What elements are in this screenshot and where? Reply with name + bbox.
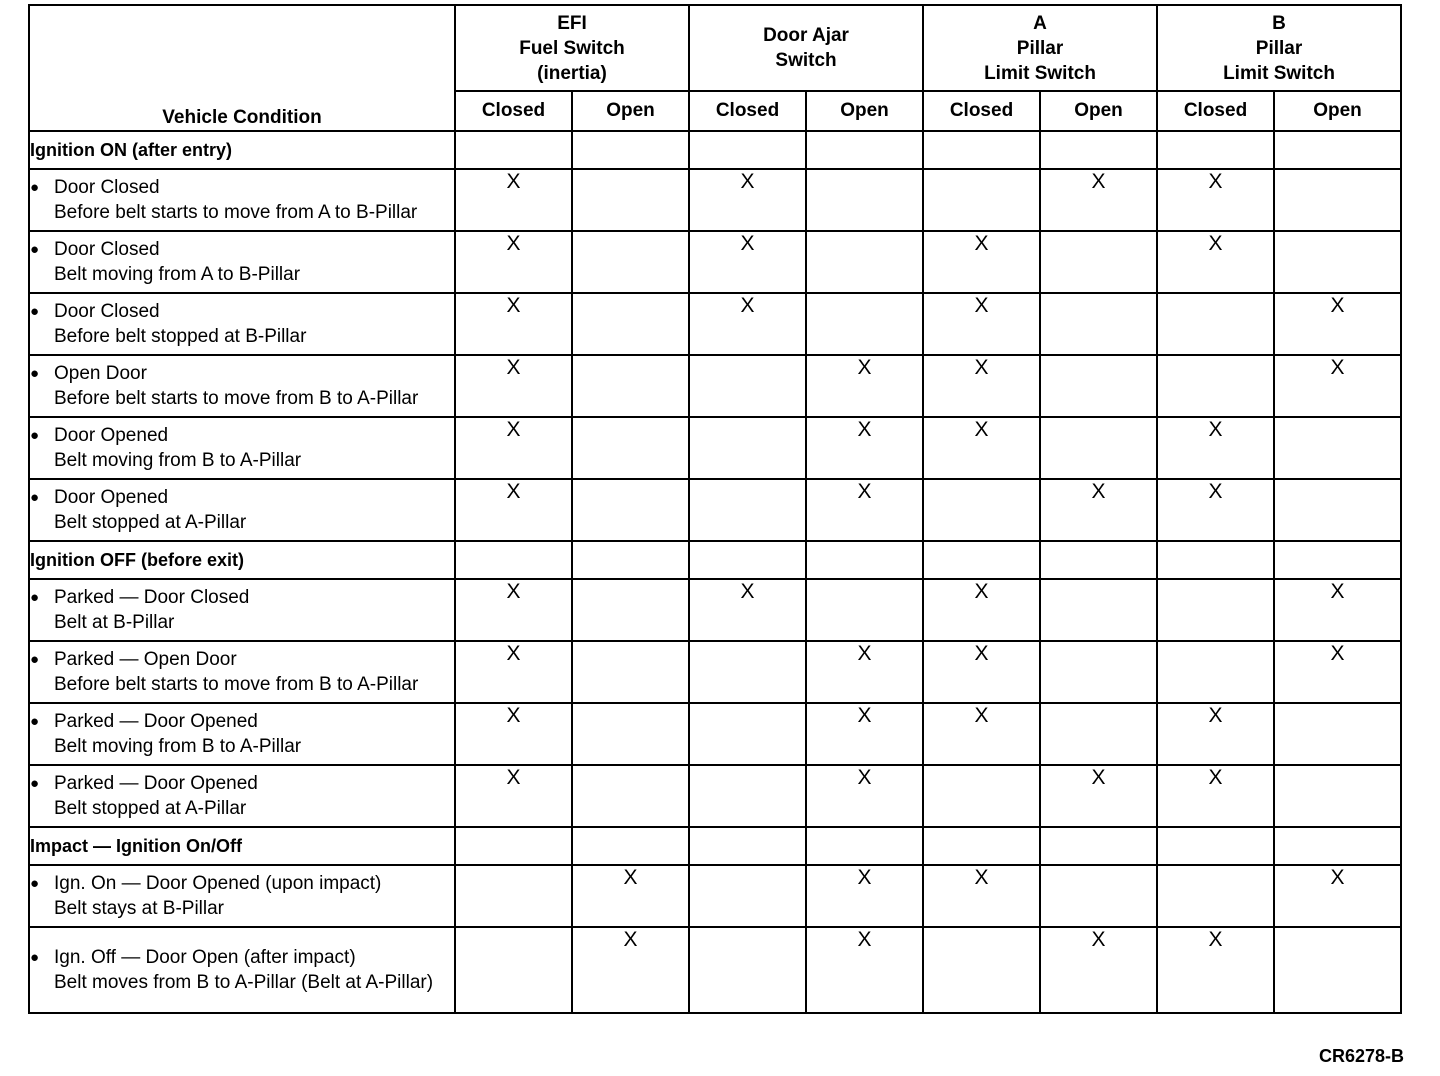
a-pillar-limit-switch-header: A Pillar Limit Switch (923, 5, 1157, 91)
table-row (29, 703, 1401, 765)
empty-cell (455, 541, 572, 579)
state-mark: X (1274, 355, 1401, 417)
empty-cell (806, 541, 923, 579)
empty-cell (689, 131, 806, 169)
condition-cell (29, 479, 455, 541)
state-mark (572, 355, 689, 417)
figure-code: CR6278-B (1318, 1046, 1404, 1066)
section-row (29, 131, 1401, 169)
empty-cell (1157, 131, 1274, 169)
bullet-icon: ● (30, 651, 40, 668)
condition-line-1: Parked — Open Door (54, 649, 237, 670)
state-mark (1040, 641, 1157, 703)
empty-cell (572, 131, 689, 169)
state-mark: X (1040, 927, 1157, 1013)
b-pillar-limit-switch-header: B Pillar Limit Switch (1157, 5, 1401, 91)
state-header: Closed (1157, 91, 1274, 131)
state-header: Closed (923, 91, 1040, 131)
state-mark (689, 703, 806, 765)
table-row (29, 479, 1401, 541)
header-row-groups (29, 5, 1401, 91)
state-mark: X (1157, 765, 1274, 827)
state-mark: X (455, 641, 572, 703)
empty-cell (806, 131, 923, 169)
bullet-icon: ● (30, 427, 40, 444)
empty-cell (1274, 131, 1401, 169)
state-mark: X (806, 703, 923, 765)
empty-cell (1157, 541, 1274, 579)
state-mark (1274, 765, 1401, 827)
state-mark (1157, 865, 1274, 927)
condition-cell (29, 579, 455, 641)
state-mark (1040, 231, 1157, 293)
state-mark: X (1157, 169, 1274, 231)
state-mark (923, 479, 1040, 541)
condition-line-2: Before belt starts to move from B to A-Pillar (54, 388, 419, 409)
state-mark (689, 355, 806, 417)
state-mark: X (572, 865, 689, 927)
state-mark: X (923, 417, 1040, 479)
empty-cell (1040, 827, 1157, 865)
bullet-icon: ● (30, 365, 40, 382)
empty-cell (806, 827, 923, 865)
state-mark (1274, 169, 1401, 231)
condition-line-2: Belt moving from B to A-Pillar (54, 736, 302, 757)
state-mark (1274, 417, 1401, 479)
state-mark (455, 927, 572, 1013)
empty-cell (689, 541, 806, 579)
state-mark: X (806, 641, 923, 703)
condition-cell (29, 169, 455, 231)
condition-cell (29, 927, 455, 1013)
state-mark: X (923, 641, 1040, 703)
state-mark: X (806, 927, 923, 1013)
state-mark: X (1274, 865, 1401, 927)
empty-cell (689, 827, 806, 865)
condition-cell (29, 703, 455, 765)
state-mark: X (455, 703, 572, 765)
condition-line-2: Belt stays at B-Pillar (54, 898, 224, 919)
condition-cell (29, 865, 455, 927)
efi-fuel-switch-header: EFI Fuel Switch (inertia) (455, 5, 689, 91)
state-mark (689, 865, 806, 927)
table-row (29, 169, 1401, 231)
state-mark (923, 169, 1040, 231)
condition-line-1: Parked — Door Closed (54, 587, 250, 608)
table-row (29, 417, 1401, 479)
state-mark: X (1157, 927, 1274, 1013)
state-header: Open (1274, 91, 1401, 131)
table-row (29, 579, 1401, 641)
state-mark: X (455, 355, 572, 417)
section-title: Ignition ON (after entry) (29, 131, 455, 169)
state-mark (689, 641, 806, 703)
state-mark: X (923, 355, 1040, 417)
state-mark: X (1040, 479, 1157, 541)
vehicle-condition-header: Vehicle Condition (29, 5, 455, 131)
condition-line-2: Belt at B-Pillar (54, 612, 175, 633)
bullet-icon: ● (30, 775, 40, 792)
state-mark (923, 927, 1040, 1013)
state-mark (1157, 641, 1274, 703)
state-mark (806, 169, 923, 231)
state-mark (1040, 703, 1157, 765)
state-mark (1274, 231, 1401, 293)
bullet-icon: ● (30, 713, 40, 730)
state-mark (806, 231, 923, 293)
condition-cell (29, 641, 455, 703)
state-header: Open (572, 91, 689, 131)
condition-line-1: Door Closed (54, 177, 160, 198)
table-row (29, 293, 1401, 355)
state-mark (923, 765, 1040, 827)
state-mark: X (1157, 231, 1274, 293)
state-header: Open (1040, 91, 1157, 131)
condition-line-2: Belt moves from B to A-Pillar (Belt at A-Pillar) (54, 972, 434, 993)
state-mark (1040, 417, 1157, 479)
empty-cell (923, 541, 1040, 579)
empty-cell (455, 131, 572, 169)
state-mark (572, 231, 689, 293)
state-mark: X (689, 293, 806, 355)
state-mark: X (806, 355, 923, 417)
switch-state-table (28, 4, 1402, 1014)
bullet-icon: ● (30, 241, 40, 258)
section-row (29, 541, 1401, 579)
table-row (29, 641, 1401, 703)
state-mark (572, 765, 689, 827)
state-mark (1157, 579, 1274, 641)
state-mark: X (1040, 765, 1157, 827)
state-mark: X (455, 417, 572, 479)
state-mark (572, 293, 689, 355)
state-mark: X (455, 479, 572, 541)
state-mark (1040, 293, 1157, 355)
state-mark: X (1157, 703, 1274, 765)
section-row (29, 827, 1401, 865)
table-row (29, 927, 1401, 1013)
state-header: Open (806, 91, 923, 131)
state-mark: X (923, 865, 1040, 927)
state-mark (1274, 703, 1401, 765)
state-mark (1157, 355, 1274, 417)
state-mark: X (806, 417, 923, 479)
state-mark (806, 293, 923, 355)
bullet-icon: ● (30, 179, 40, 196)
state-mark: X (689, 169, 806, 231)
state-mark: X (806, 765, 923, 827)
condition-cell (29, 231, 455, 293)
condition-line-1: Ign. Off — Door Open (after impact) (54, 947, 356, 968)
condition-cell (29, 355, 455, 417)
state-mark: X (1157, 479, 1274, 541)
bullet-icon: ● (30, 589, 40, 606)
condition-line-1: Ign. On — Door Opened (upon impact) (54, 873, 382, 894)
table-row (29, 765, 1401, 827)
condition-line-1: Parked — Door Opened (54, 711, 258, 732)
condition-line-1: Door Closed (54, 239, 160, 260)
empty-cell (455, 827, 572, 865)
state-mark: X (806, 479, 923, 541)
empty-cell (572, 541, 689, 579)
state-mark: X (455, 293, 572, 355)
state-mark: X (455, 765, 572, 827)
state-mark (689, 479, 806, 541)
condition-line-2: Before belt starts to move from A to B-Pillar (54, 202, 418, 223)
section-title: Impact — Ignition On/Off (29, 827, 455, 865)
condition-line-1: Door Opened (54, 425, 169, 446)
bullet-icon: ● (30, 875, 40, 892)
state-mark (689, 765, 806, 827)
state-mark: X (806, 865, 923, 927)
state-mark: X (923, 293, 1040, 355)
condition-cell (29, 293, 455, 355)
table-row (29, 865, 1401, 927)
condition-line-1: Door Closed (54, 301, 160, 322)
state-mark (572, 703, 689, 765)
state-mark: X (923, 231, 1040, 293)
state-mark: X (572, 927, 689, 1013)
bullet-icon: ● (30, 949, 40, 966)
state-mark: X (1040, 169, 1157, 231)
state-mark (1274, 927, 1401, 1013)
state-mark: X (1274, 641, 1401, 703)
state-mark: X (689, 579, 806, 641)
condition-line-2: Before belt starts to move from B to A-Pillar (54, 674, 419, 695)
condition-line-1: Door Opened (54, 487, 169, 508)
state-mark (1040, 355, 1157, 417)
condition-line-1: Open Door (54, 363, 147, 384)
condition-line-1: Parked — Door Opened (54, 773, 258, 794)
bullet-icon: ● (30, 489, 40, 506)
table-row (29, 355, 1401, 417)
state-mark (689, 417, 806, 479)
empty-cell (1274, 541, 1401, 579)
state-mark: X (455, 169, 572, 231)
empty-cell (923, 131, 1040, 169)
state-mark: X (1274, 579, 1401, 641)
state-mark: X (1274, 293, 1401, 355)
empty-cell (1274, 827, 1401, 865)
state-mark (1040, 865, 1157, 927)
state-mark: X (1157, 417, 1274, 479)
section-title: Ignition OFF (before exit) (29, 541, 455, 579)
state-mark (572, 579, 689, 641)
state-mark (572, 169, 689, 231)
empty-cell (572, 827, 689, 865)
empty-cell (1040, 541, 1157, 579)
empty-cell (923, 827, 1040, 865)
state-mark: X (923, 579, 1040, 641)
state-mark (1157, 293, 1274, 355)
state-mark: X (455, 579, 572, 641)
empty-cell (1040, 131, 1157, 169)
door-ajar-switch-header: Door Ajar Switch (689, 5, 923, 91)
state-mark (572, 479, 689, 541)
condition-line-2: Belt stopped at A-Pillar (54, 512, 247, 533)
state-mark: X (923, 703, 1040, 765)
state-mark (806, 579, 923, 641)
condition-line-2: Before belt stopped at B-Pillar (54, 326, 307, 347)
state-mark (572, 417, 689, 479)
bullet-icon: ● (30, 303, 40, 320)
condition-line-2: Belt moving from A to B-Pillar (54, 264, 301, 285)
condition-line-2: Belt stopped at A-Pillar (54, 798, 247, 819)
state-header: Closed (689, 91, 806, 131)
condition-cell (29, 417, 455, 479)
condition-line-2: Belt moving from B to A-Pillar (54, 450, 302, 471)
table-body (29, 131, 1401, 1013)
state-mark: X (689, 231, 806, 293)
state-mark (689, 927, 806, 1013)
state-header: Closed (455, 91, 572, 131)
state-mark (572, 641, 689, 703)
state-mark (455, 865, 572, 927)
condition-cell (29, 765, 455, 827)
empty-cell (1157, 827, 1274, 865)
state-mark (1040, 579, 1157, 641)
table-row (29, 231, 1401, 293)
state-mark (1274, 479, 1401, 541)
state-mark: X (455, 231, 572, 293)
